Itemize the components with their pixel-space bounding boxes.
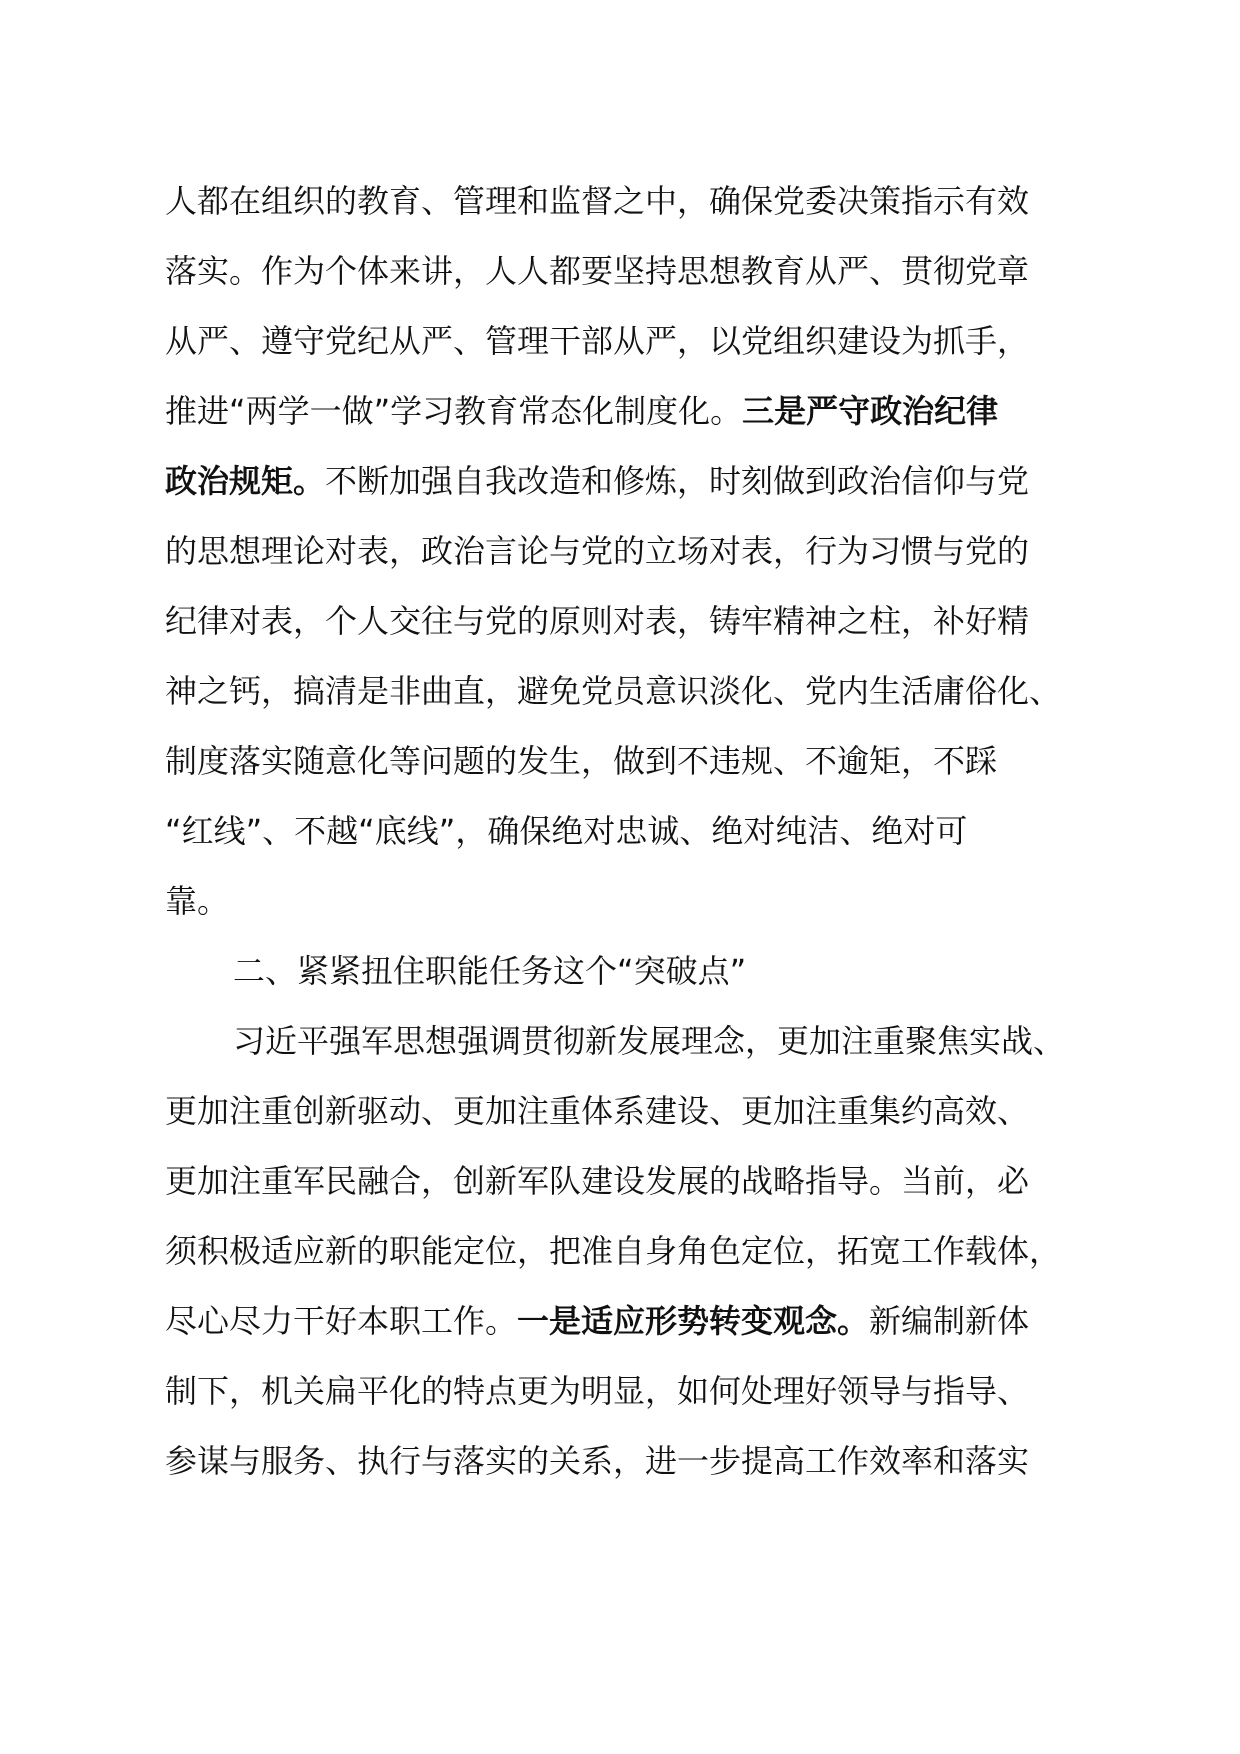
paragraph-line: 须积极适应新的职能定位，把准自身角色定位，拓宽工作载体， xyxy=(165,1232,1062,1270)
bold-point-heading: 三是严守政治纪律 xyxy=(742,392,999,430)
paragraph-line: 神之钙，搞清是非曲直，避免党员意识淡化、党内生活庸俗化、 xyxy=(165,672,1062,710)
paragraph-line: 的思想理论对表，政治言论与党的立场对表，行为习惯与党的 xyxy=(165,532,1030,570)
paragraph-text: 新编制新体 xyxy=(869,1302,1030,1340)
paragraph-line xyxy=(165,376,1075,446)
paragraph-text: 不断加强自我改造和修炼，时刻做到政治信仰与党 xyxy=(325,462,1030,500)
paragraph-line: 制度落实随意化等问题的发生，做到不违规、不逾矩，不踩 xyxy=(165,742,998,780)
paragraph-line: 从严、遵守党纪从严、管理干部从严，以党组织建设为抓手， xyxy=(165,322,1030,360)
bold-point-heading: 政治规矩。 xyxy=(165,462,326,500)
paragraph-line: 更加注重军民融合，创新军队建设发展的战略指导。当前，必 xyxy=(165,1162,1030,1200)
paragraph-line: 纪律对表，个人交往与党的原则对表，铸牢精神之柱，补好精 xyxy=(165,602,1030,640)
bold-point-heading: 一是适应形势转变观念。 xyxy=(517,1302,870,1340)
paragraph-line: 靠。 xyxy=(165,882,230,920)
paragraph-line: 参谋与服务、执行与落实的关系，进一步提高工作效率和落实 xyxy=(165,1442,1030,1480)
paragraph-line: 人都在组织的教育、管理和监督之中，确保党委决策指示有效 xyxy=(165,182,1030,220)
paragraph-line: 制下，机关扁平化的特点更为明显，如何处理好领导与指导、 xyxy=(165,1372,1030,1410)
paragraph-line: 习近平强军思想强调贯彻新发展理念，更加注重聚焦实战、 xyxy=(233,1022,1066,1060)
paragraph-line: 更加注重创新驱动、更加注重体系建设、更加注重集约高效、 xyxy=(165,1092,1030,1130)
paragraph-line xyxy=(165,446,1075,516)
section-heading: 二、紧紧扭住职能任务这个“突破点” xyxy=(233,952,747,990)
paragraph-text: 尽心尽力干好本职工作。 xyxy=(165,1302,518,1340)
paragraph-line xyxy=(165,1286,1075,1356)
paragraph-line: “红线”、不越“底线”，确保绝对忠诚、绝对纯洁、绝对可 xyxy=(165,812,968,850)
document-body xyxy=(165,166,1075,1496)
paragraph-line: 落实。作为个体来讲，人人都要坚持思想教育从严、贯彻党章 xyxy=(165,252,1030,290)
paragraph-text: 推进“两学一做”学习教育常态化制度化。 xyxy=(165,392,743,430)
